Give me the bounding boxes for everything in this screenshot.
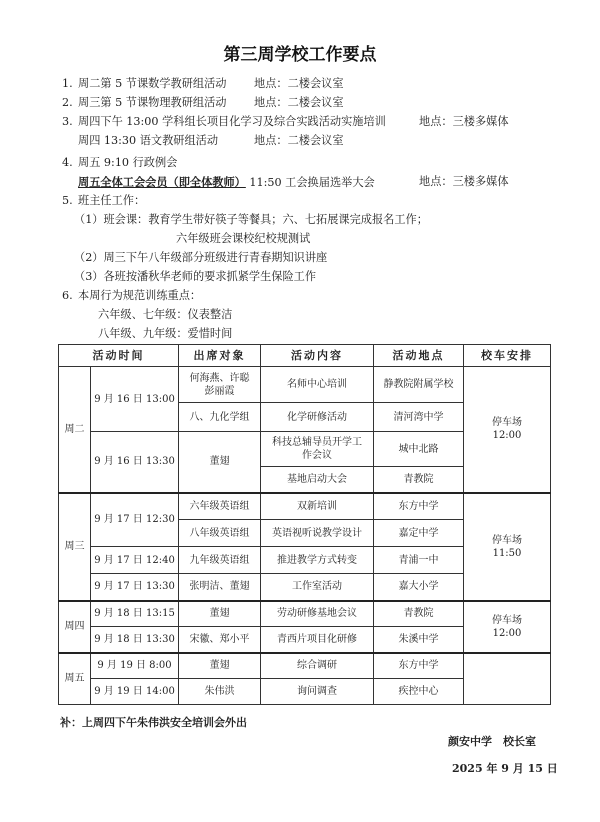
item-number: 6. — [62, 289, 73, 302]
content-cell: 青西片项目化研修 — [261, 627, 374, 653]
place-cell: 青教院 — [374, 601, 464, 627]
bus-time: 12:00 — [492, 627, 522, 639]
place-cell: 静教院附属学校 — [374, 367, 464, 403]
time-cell: 9 月 16 日 13:00 — [91, 367, 179, 432]
signature-org: 颜安中学 校长室 — [448, 735, 536, 748]
item-5 — [62, 194, 145, 208]
item-text: 周二第 5 节课数学教研组活动 — [78, 77, 227, 90]
bus-cell — [464, 601, 551, 653]
place-cell: 清河湾中学 — [374, 403, 464, 432]
item-5-1: （1）班会课：教育学生带好筷子等餐具；六、七拓展课完成报名工作； — [74, 213, 428, 226]
table-row — [59, 653, 551, 679]
item-6-b: 八年级、九年级：爱惜时间 — [98, 327, 233, 340]
day-cell: 周二 — [59, 367, 91, 493]
item-number: 1. — [62, 77, 73, 90]
attendee-cell: 董翅 — [179, 653, 261, 679]
place-cell: 青浦一中 — [374, 547, 464, 574]
content-cell: 英语视听说教学设计 — [261, 520, 374, 547]
place-cell: 东方中学 — [374, 493, 464, 520]
bus-time: 12:00 — [492, 430, 522, 442]
place-cell: 城中北路 — [374, 432, 464, 467]
item-emphasis: 周五全体工会会员（即全体教师） — [78, 175, 246, 189]
item-text: 周五 9:10 行政例会 — [78, 156, 178, 169]
outing-table — [58, 344, 551, 705]
content-cell: 劳动研修基地会议 — [261, 601, 374, 627]
item-number: 5. — [62, 194, 73, 207]
content-cell: 名师中心培训 — [261, 367, 374, 403]
item-number: 2. — [62, 96, 73, 109]
time-cell: 9 月 18 日 13:15 — [91, 601, 179, 627]
table-header-row — [59, 345, 551, 367]
content-cell: 化学研修活动 — [261, 403, 374, 432]
item-location: 地点：二楼会议室 — [254, 96, 344, 109]
bus-cell — [464, 493, 551, 601]
page-title: 第三周学校工作要点 — [223, 45, 377, 65]
content-cell: 双新培训 — [261, 493, 374, 520]
place-cell: 东方中学 — [374, 653, 464, 679]
item-location: 地点：二楼会议室 — [254, 77, 344, 90]
item-3 — [62, 115, 386, 129]
attendee-cell: 九年级英语组 — [179, 547, 261, 574]
content-cell: 基地启动大会 — [261, 467, 374, 493]
time-cell: 9 月 19 日 8:00 — [91, 653, 179, 679]
content-cell: 询问调查 — [261, 679, 374, 705]
item-4b — [78, 175, 375, 190]
time-cell: 9 月 16 日 13:30 — [91, 432, 179, 493]
time-cell: 9 月 19 日 14:00 — [91, 679, 179, 705]
item-3b: 周四 13:30 语文教研组活动 — [78, 134, 219, 147]
place-cell: 疾控中心 — [374, 679, 464, 705]
attendee-cell: 八年级英语组 — [179, 520, 261, 547]
bus-place: 停车场 — [492, 614, 522, 626]
item-text: 周三第 5 节课物理教研组活动 — [78, 96, 227, 109]
item-5-2: （2）周三下午八年级部分班级进行青春期知识讲座 — [74, 251, 328, 264]
bus-time: 11:50 — [492, 547, 522, 559]
item-number: 4. — [62, 156, 73, 169]
item-text: 本周行为规范训练重点： — [78, 289, 202, 302]
item-1 — [62, 77, 226, 91]
day-cell: 周三 — [59, 493, 91, 601]
item-text: 周四下午 13:00 学科组长项目化学习及综合实践活动实施培训 — [78, 115, 386, 128]
col-header-attendee: 出席对象 — [179, 345, 261, 367]
bus-cell — [464, 653, 551, 705]
item-text: 11:50 工会换届选举大会 — [249, 176, 375, 189]
attendee-cell: 何海燕、许聪 彭丽霞 — [179, 367, 261, 403]
time-cell: 9 月 17 日 12:30 — [91, 493, 179, 547]
item-number: 3. — [62, 115, 73, 128]
attendee-cell: 朱伟洪 — [179, 679, 261, 705]
day-cell: 周五 — [59, 653, 91, 705]
content-cell: 工作室活动 — [261, 574, 374, 601]
attendee-cell: 宋徽、郑小平 — [179, 627, 261, 653]
item-4 — [62, 156, 177, 170]
item-location: 地点：三楼多媒体 — [419, 115, 509, 128]
item-6 — [62, 289, 201, 303]
content-cell: 推进教学方式转变 — [261, 547, 374, 574]
supplement-note: 补：上周四下午朱伟洪安全培训会外出 — [60, 716, 247, 729]
col-header-place: 活动地点 — [374, 345, 464, 367]
item-location: 地点：二楼会议室 — [254, 134, 344, 147]
bus-place: 停车场 — [492, 534, 522, 546]
col-header-bus: 校车安排 — [464, 345, 551, 367]
time-cell: 9 月 17 日 13:30 — [91, 574, 179, 601]
signature-date: 2025 年 9 月 15 日 — [452, 762, 558, 775]
table-row — [59, 493, 551, 520]
item-location: 地点：三楼多媒体 — [419, 175, 509, 188]
place-cell: 青教院 — [374, 467, 464, 493]
bus-cell — [464, 367, 551, 493]
item-text: 班主任工作： — [78, 194, 146, 207]
attendee-cell: 张明洁、董翅 — [179, 574, 261, 601]
item-5-3: （3）各班按潘秋华老师的要求抓紧学生保险工作 — [74, 270, 317, 283]
item-2 — [62, 96, 226, 110]
attendee-cell: 董翅 — [179, 432, 261, 493]
table-row — [59, 601, 551, 627]
bus-place: 停车场 — [492, 417, 522, 429]
attendee-cell: 八、九化学组 — [179, 403, 261, 432]
day-cell: 周四 — [59, 601, 91, 653]
table-row — [59, 367, 551, 403]
content-cell: 科技总辅导员开学工 作会议 — [261, 432, 374, 467]
attendee-cell: 六年级英语组 — [179, 493, 261, 520]
content-cell: 综合调研 — [261, 653, 374, 679]
col-header-content: 活动内容 — [261, 345, 374, 367]
item-6-a: 六年级、七年级：仪表整洁 — [98, 308, 233, 321]
time-cell: 9 月 18 日 13:30 — [91, 627, 179, 653]
attendee-cell: 董翅 — [179, 601, 261, 627]
item-5-1b: 六年级班会课校纪校规测试 — [176, 232, 311, 245]
place-cell: 嘉大小学 — [374, 574, 464, 601]
time-cell: 9 月 17 日 12:40 — [91, 547, 179, 574]
place-cell: 朱溪中学 — [374, 627, 464, 653]
place-cell: 嘉定中学 — [374, 520, 464, 547]
col-header-time: 活动时间 — [59, 345, 179, 367]
